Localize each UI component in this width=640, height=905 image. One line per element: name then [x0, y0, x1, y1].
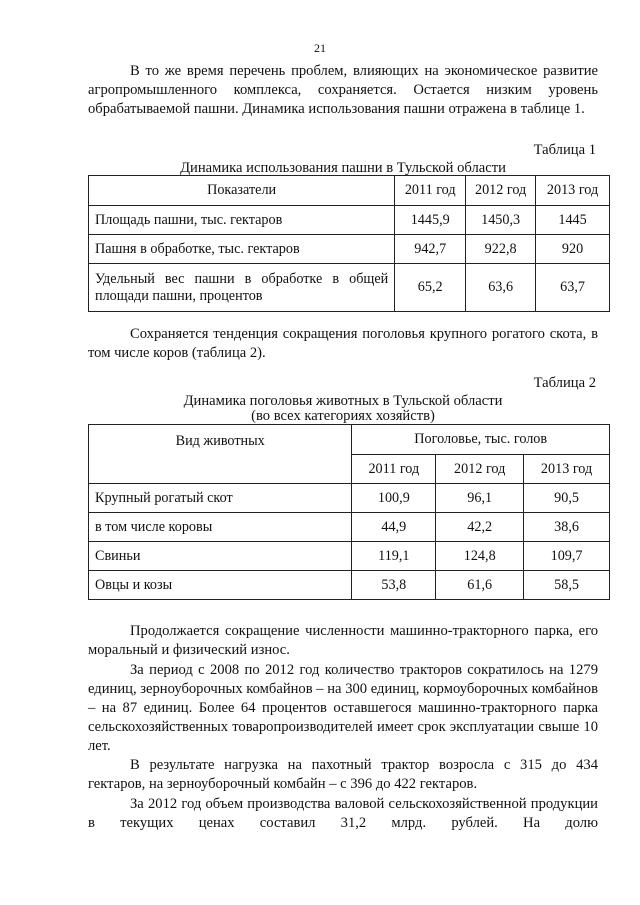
table2-cell: 38,6	[524, 513, 610, 542]
table2-cell: 90,5	[524, 484, 610, 513]
table1-cell: 922,8	[466, 235, 536, 264]
table1-cell: 63,6	[466, 264, 536, 312]
table1-cell: 63,7	[536, 264, 610, 312]
table2-row-name: Овцы и козы	[89, 571, 352, 600]
table1-label: Таблица 1	[533, 142, 596, 158]
table2-cell: 44,9	[352, 513, 436, 542]
table-row	[89, 513, 610, 542]
table2-row-name: Свиньи	[89, 542, 352, 571]
table1-row-name: Удельный вес пашни в обработке в общей площади пашни, процентов	[89, 264, 395, 312]
paragraph-load: В результате нагрузка на пахотный трактор возросла с 315 до 434 гектаров, на зерноуборочный комбайн – с 396 до 422 гектаров.	[88, 757, 598, 792]
table1-header-2013: 2013 год	[536, 176, 610, 206]
table2-header-2013: 2013 год	[524, 455, 610, 484]
table2-cell: 119,1	[352, 542, 436, 571]
table2-row-name: в том числе коровы	[89, 513, 352, 542]
table2-cell: 61,6	[436, 571, 524, 600]
table2-row-name: Крупный рогатый скот	[89, 484, 352, 513]
table-row	[89, 206, 610, 235]
table2-cell: 100,9	[352, 484, 436, 513]
table1-cell: 1445	[536, 206, 610, 235]
table-row	[89, 264, 610, 312]
table-arable-land	[88, 175, 610, 312]
table2-cell: 96,1	[436, 484, 524, 513]
table1-cell: 1445,9	[395, 206, 466, 235]
table1-header-indicator: Показатели	[89, 176, 395, 206]
paragraph-production: За 2012 год объем производства валовой сельскохозяйственной продукции в текущих ценах составил 31,2 млрд. рублей. На долю	[88, 796, 598, 831]
table-livestock	[88, 424, 610, 600]
table1-header-2012: 2012 год	[466, 176, 536, 206]
table-row	[89, 571, 610, 600]
table1-row-name: Площадь пашни, тыс. гектаров	[89, 206, 395, 235]
table2-cell: 124,8	[436, 542, 524, 571]
table1-header-2011: 2011 год	[395, 176, 466, 206]
table1-row-name: Пашня в обработке, тыс. гектаров	[89, 235, 395, 264]
table2-cell: 109,7	[524, 542, 610, 571]
table2-caption-line2: (во всех категориях хозяйств)	[251, 408, 435, 424]
table2-header-2012: 2012 год	[436, 455, 524, 484]
table1-caption: Динамика использования пашни в Тульской области	[180, 160, 506, 176]
table1-cell: 65,2	[395, 264, 466, 312]
paragraph-problems: В то же время перечень проблем, влияющих на экономическое развитие агропромышленного комплекса, сохраняется. Остается низким уровень обрабатываемой пашни. Динамика использования пашни отражена в таблице 1.	[88, 63, 598, 117]
table2-cell: 58,5	[524, 571, 610, 600]
table2-label: Таблица 2	[533, 375, 596, 391]
paragraph-cattle-trend: Сохраняется тенденция сокращения поголовья крупного рогатого скота, в том числе коров (таблица 2).	[88, 326, 598, 361]
paragraph-fleet-decline: Продолжается сокращение численности машинно-тракторного парка, его моральный и физический износ.	[88, 623, 598, 658]
table1-header-row	[89, 176, 610, 206]
table-row	[89, 542, 610, 571]
table-row	[89, 235, 610, 264]
table2-cell: 42,2	[436, 513, 524, 542]
table2-header-kind: Вид животных	[89, 425, 352, 484]
table1-cell: 942,7	[395, 235, 466, 264]
table2-header-group: Поголовье, тыс. голов	[352, 425, 610, 455]
table2-header-2011: 2011 год	[352, 455, 436, 484]
table2-cell: 53,8	[352, 571, 436, 600]
page-number: 21	[314, 41, 326, 55]
table-row	[89, 484, 610, 513]
table2-header-row	[89, 425, 610, 455]
table2-caption-line1: Динамика поголовья животных в Тульской области	[183, 393, 503, 409]
paragraph-tractors: За период с 2008 по 2012 год количество тракторов сократилось на 1279 единиц, зерноуборочных комбайнов – на 300 единиц, кормоуборочных комбайнов – на 87 единиц. Более 64 процентов оставшегося машинно-тракторного парка сельскохозяйственных товаропроизводителей имеет срок эксплуатации свыше 10 лет.	[88, 662, 598, 754]
table1-cell: 920	[536, 235, 610, 264]
table1-cell: 1450,3	[466, 206, 536, 235]
